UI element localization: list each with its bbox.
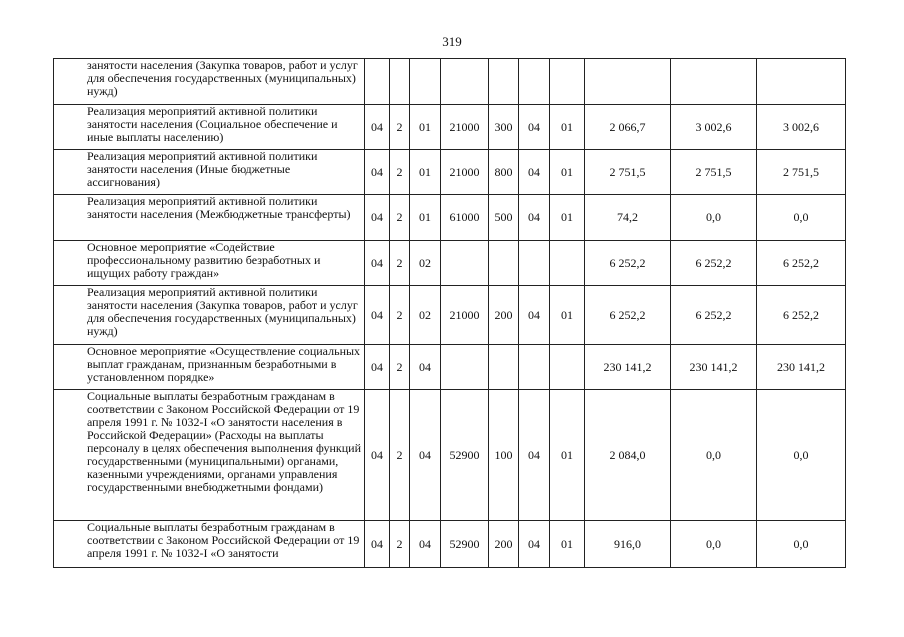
code-subprogram-cell: 2: [390, 241, 410, 286]
code-direction-cell: [441, 241, 489, 286]
table-row: [54, 241, 846, 286]
code-section-cell: 04: [365, 241, 390, 286]
item-name-cell: занятости населения (Закупка товаров, работ и услуг для обеспечения государственных (муниципальных) нужд): [54, 59, 365, 105]
amount-year-2-cell: 0,0: [671, 390, 757, 521]
code-section-cell: 04: [365, 345, 390, 390]
amount-year-2-cell: 0,0: [671, 195, 757, 241]
amount-year-2-cell: 2 751,5: [671, 150, 757, 195]
code-subprogram-cell: 2: [390, 345, 410, 390]
amount-year-3-cell: 230 141,2: [757, 345, 846, 390]
code-chapter-cell: 04: [519, 286, 550, 345]
code-expense-type-cell: 500: [489, 195, 519, 241]
code-subsection-cell: 01: [550, 105, 585, 150]
code-chapter-cell: 04: [519, 390, 550, 521]
code-expense-type-cell: 800: [489, 150, 519, 195]
code-event-cell: 02: [410, 241, 441, 286]
amount-year-1-cell: 916,0: [585, 521, 671, 568]
item-name-cell: Реализация мероприятий активной политики занятости населения (Социальное обеспечение и иные выплаты населению): [54, 105, 365, 150]
table-body: [54, 59, 846, 568]
code-expense-type-cell: [489, 241, 519, 286]
amount-year-2-cell: 6 252,2: [671, 286, 757, 345]
code-section-cell: [365, 59, 390, 105]
code-direction-cell: 21000: [441, 286, 489, 345]
table-row: [54, 105, 846, 150]
page-number: 319: [442, 34, 462, 49]
amount-year-3-cell: 6 252,2: [757, 286, 846, 345]
code-subsection-cell: [550, 241, 585, 286]
code-subprogram-cell: 2: [390, 150, 410, 195]
code-subsection-cell: 01: [550, 195, 585, 241]
code-event-cell: 01: [410, 150, 441, 195]
amount-year-1-cell: 74,2: [585, 195, 671, 241]
code-event-cell: 02: [410, 286, 441, 345]
code-chapter-cell: 04: [519, 521, 550, 568]
amount-year-3-cell: [757, 59, 846, 105]
code-section-cell: 04: [365, 390, 390, 521]
code-direction-cell: 21000: [441, 150, 489, 195]
table-row: [54, 521, 846, 568]
code-subprogram-cell: 2: [390, 105, 410, 150]
table-row: [54, 390, 846, 521]
code-event-cell: 01: [410, 105, 441, 150]
amount-year-3-cell: 0,0: [757, 390, 846, 521]
code-event-cell: 04: [410, 521, 441, 568]
item-name-cell: Основное мероприятие «Осуществление социальных выплат гражданам, признанным безработными в установленном порядке»: [54, 345, 365, 390]
code-expense-type-cell: 300: [489, 105, 519, 150]
amount-year-2-cell: 3 002,6: [671, 105, 757, 150]
code-subprogram-cell: 2: [390, 195, 410, 241]
code-section-cell: 04: [365, 286, 390, 345]
table-row: [54, 195, 846, 241]
amount-year-1-cell: 2 066,7: [585, 105, 671, 150]
amount-year-2-cell: 230 141,2: [671, 345, 757, 390]
amount-year-1-cell: 230 141,2: [585, 345, 671, 390]
code-subsection-cell: [550, 59, 585, 105]
code-section-cell: 04: [365, 195, 390, 241]
code-subsection-cell: 01: [550, 150, 585, 195]
amount-year-3-cell: 0,0: [757, 521, 846, 568]
table-row: [54, 286, 846, 345]
code-event-cell: [410, 59, 441, 105]
item-name-cell: Реализация мероприятий активной политики занятости населения (Закупка товаров, работ и услуг для обеспечения государственных (муниципальных) нужд): [54, 286, 365, 345]
code-direction-cell: 52900: [441, 390, 489, 521]
amount-year-1-cell: 2 084,0: [585, 390, 671, 521]
item-name-cell: Социальные выплаты безработным гражданам в соответствии с Законом Российской Федерации от 19 апреля 1991 г. № 1032-I «О занятости: [54, 521, 365, 568]
code-event-cell: 04: [410, 345, 441, 390]
amount-year-3-cell: 0,0: [757, 195, 846, 241]
code-subprogram-cell: 2: [390, 286, 410, 345]
amount-year-2-cell: 6 252,2: [671, 241, 757, 286]
code-chapter-cell: 04: [519, 105, 550, 150]
amount-year-1-cell: [585, 59, 671, 105]
amount-year-1-cell: 2 751,5: [585, 150, 671, 195]
code-direction-cell: 21000: [441, 105, 489, 150]
code-section-cell: 04: [365, 521, 390, 568]
code-direction-cell: [441, 345, 489, 390]
code-chapter-cell: 04: [519, 150, 550, 195]
amount-year-3-cell: 6 252,2: [757, 241, 846, 286]
code-subsection-cell: 01: [550, 286, 585, 345]
code-expense-type-cell: [489, 345, 519, 390]
code-expense-type-cell: 100: [489, 390, 519, 521]
item-name-cell: Социальные выплаты безработным гражданам в соответствии с Законом Российской Федерации от 19 апреля 1991 г. № 1032-I «О занятости населения в Российской Федерации» (Расходы на выплаты персоналу в целях обеспечения выполнения функций государственными (муниципальными) органами, казенными учреждениями, органами управления государственными внебюджетными фондами): [54, 390, 365, 521]
code-subsection-cell: 01: [550, 521, 585, 568]
code-chapter-cell: [519, 345, 550, 390]
code-chapter-cell: [519, 241, 550, 286]
code-chapter-cell: 04: [519, 195, 550, 241]
code-subsection-cell: 01: [550, 390, 585, 521]
code-subsection-cell: [550, 345, 585, 390]
code-direction-cell: 61000: [441, 195, 489, 241]
amount-year-1-cell: 6 252,2: [585, 286, 671, 345]
amount-year-2-cell: [671, 59, 757, 105]
item-name-cell: Реализация мероприятий активной политики занятости населения (Межбюджетные трансферты): [54, 195, 365, 241]
code-section-cell: 04: [365, 105, 390, 150]
code-expense-type-cell: 200: [489, 521, 519, 568]
code-subprogram-cell: [390, 59, 410, 105]
table-row: [54, 59, 846, 105]
amount-year-3-cell: 2 751,5: [757, 150, 846, 195]
table-row: [54, 150, 846, 195]
amount-year-3-cell: 3 002,6: [757, 105, 846, 150]
amount-year-2-cell: 0,0: [671, 521, 757, 568]
budget-table: [53, 58, 846, 568]
code-chapter-cell: [519, 59, 550, 105]
amount-year-1-cell: 6 252,2: [585, 241, 671, 286]
code-event-cell: 04: [410, 390, 441, 521]
code-direction-cell: 52900: [441, 521, 489, 568]
code-event-cell: 01: [410, 195, 441, 241]
code-expense-type-cell: [489, 59, 519, 105]
item-name-cell: Реализация мероприятий активной политики занятости населения (Иные бюджетные ассигнования): [54, 150, 365, 195]
table-row: [54, 345, 846, 390]
code-subprogram-cell: 2: [390, 521, 410, 568]
code-expense-type-cell: 200: [489, 286, 519, 345]
code-subprogram-cell: 2: [390, 390, 410, 521]
item-name-cell: Основное мероприятие «Содействие профессиональному развитию безработных и ищущих работу граждан»: [54, 241, 365, 286]
code-section-cell: 04: [365, 150, 390, 195]
code-direction-cell: [441, 59, 489, 105]
